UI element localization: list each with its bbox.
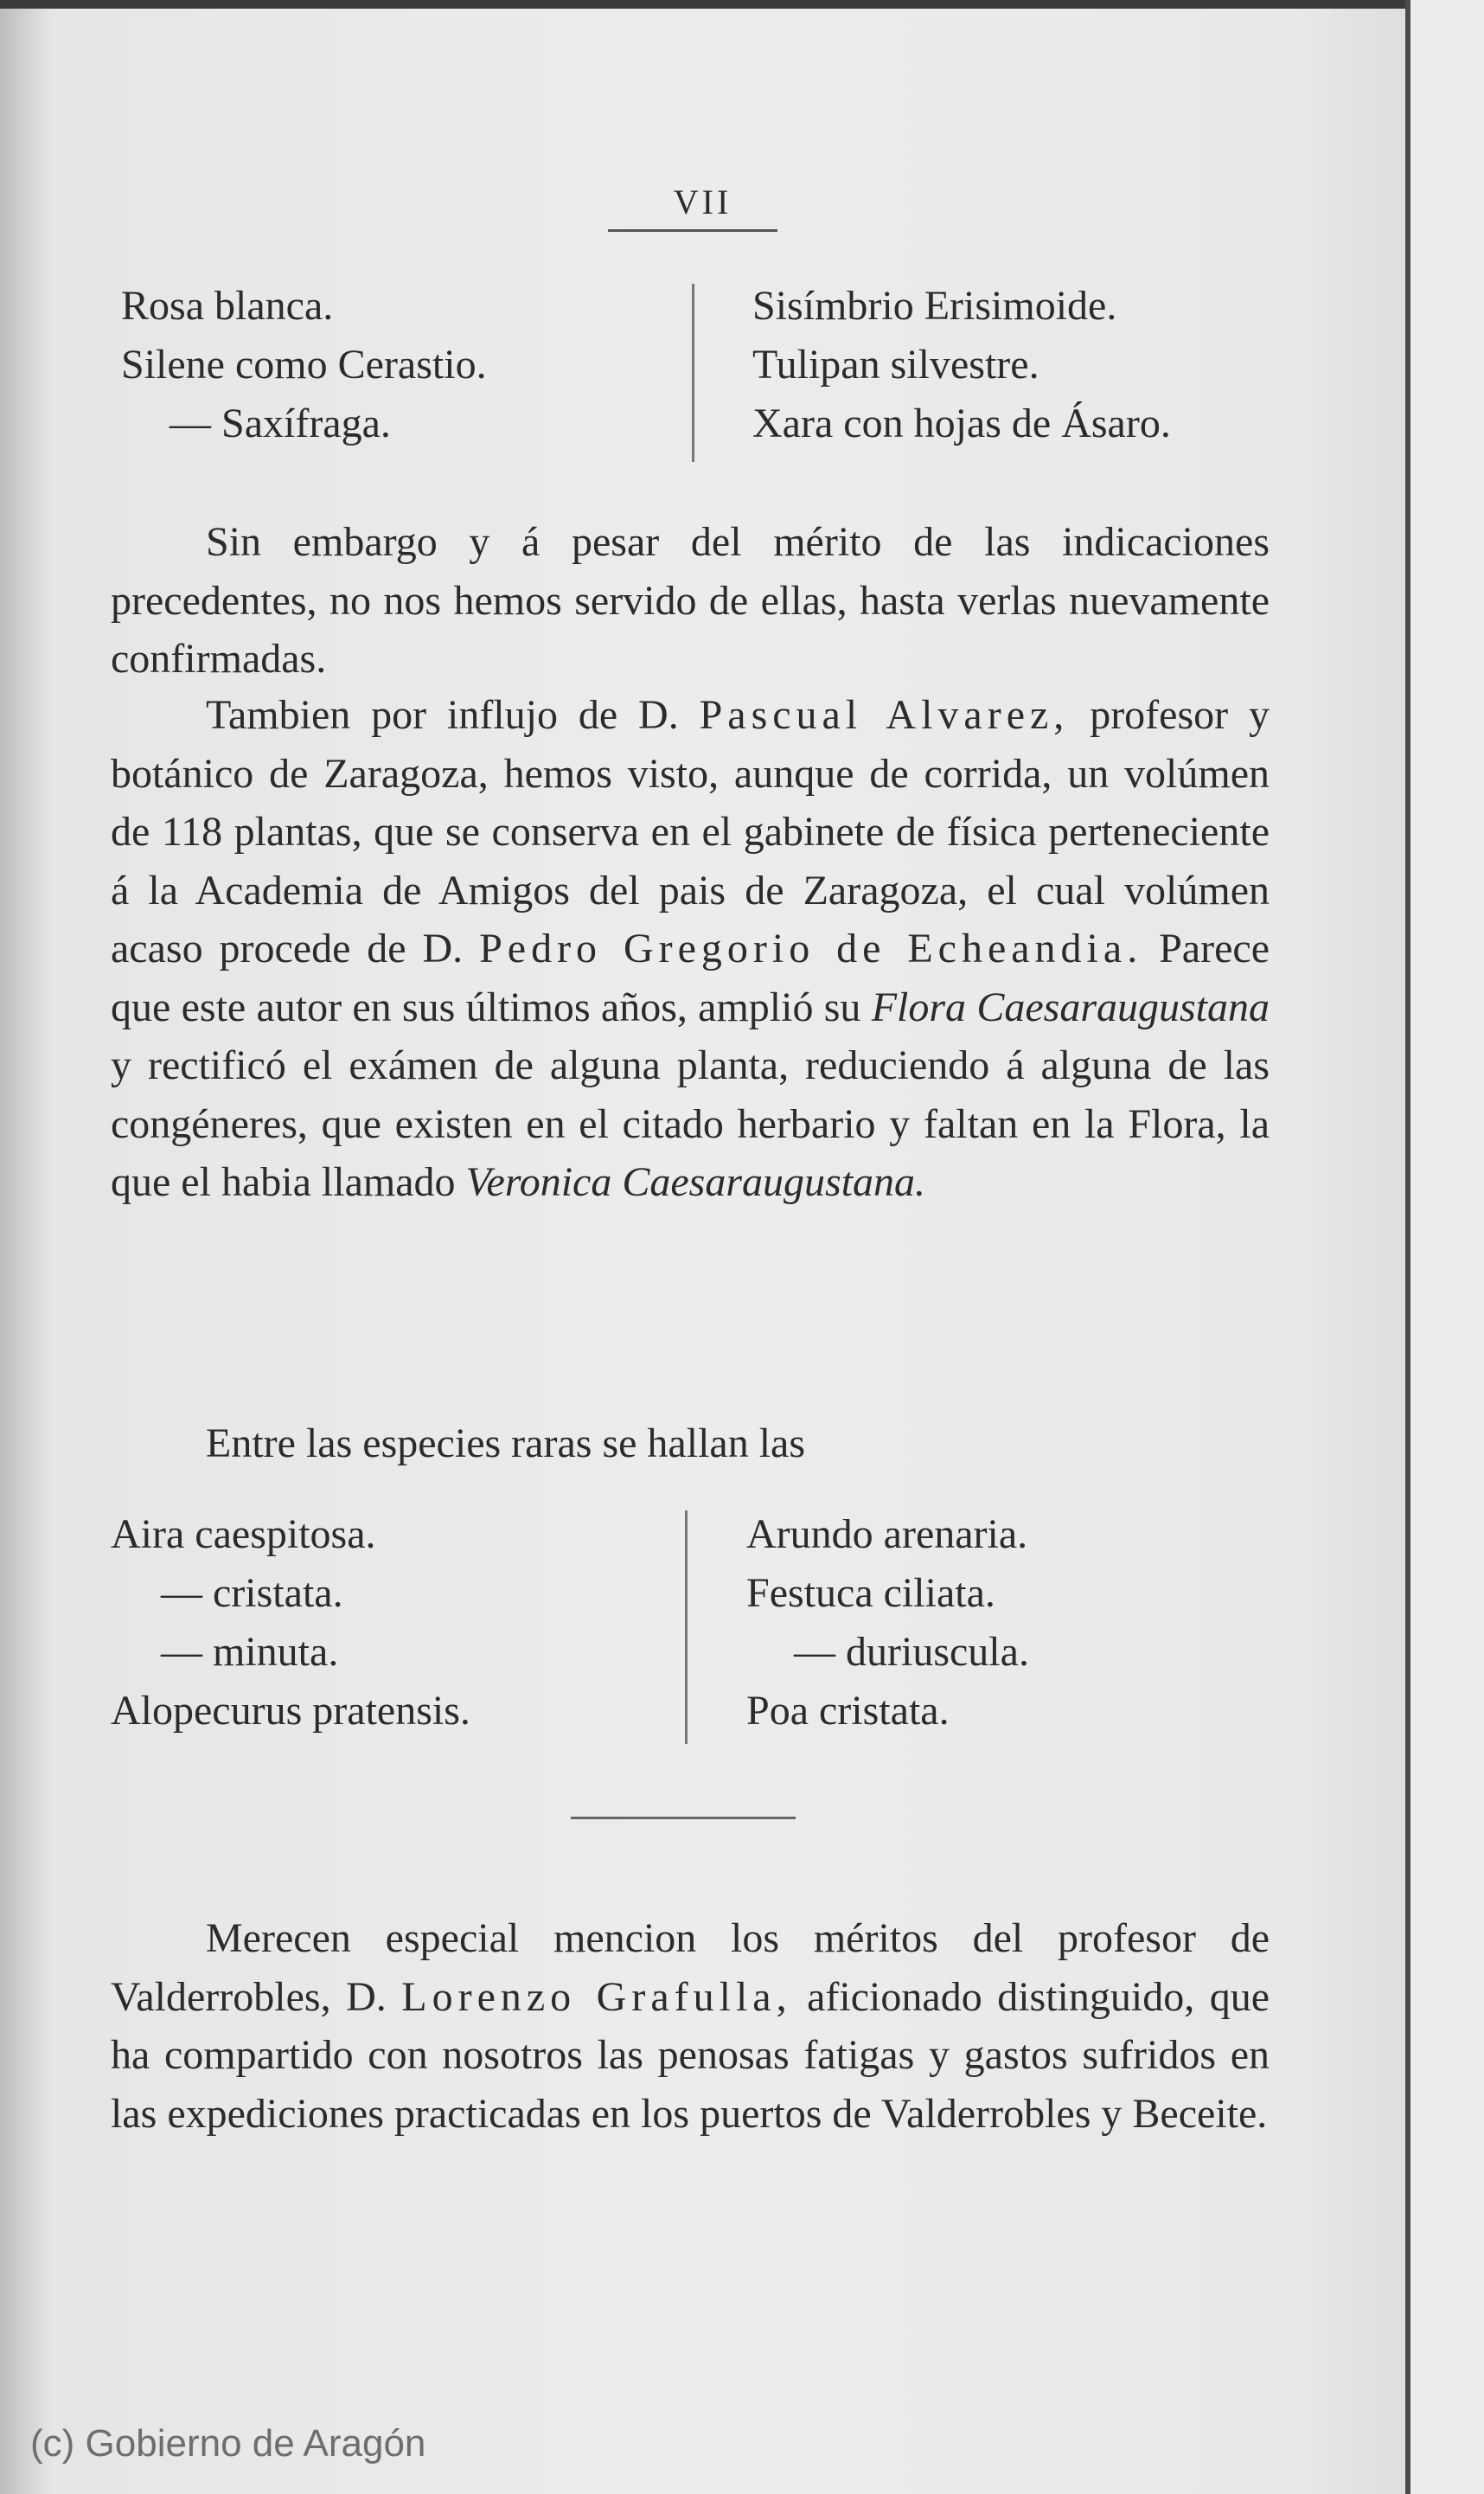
list-item: Silene como Cerastio. bbox=[121, 342, 487, 388]
plant-list-2-left bbox=[111, 1505, 685, 1744]
list-item: Aira caespitosa. bbox=[111, 1511, 376, 1557]
species-name: Veronica Caesaraugustana. bbox=[465, 1159, 926, 1205]
work-title: Flora Caesaraugustana bbox=[871, 984, 1270, 1030]
person-name: Pedro Gregorio de Echeandia. bbox=[479, 926, 1143, 971]
header-rule bbox=[608, 229, 777, 232]
paragraph-1: Sin embargo y á pesar del mérito de las indicaciones precedentes, no nos hemos servido de ellas, hasta verlas nuevamente confirmadas. bbox=[111, 519, 1270, 682]
list-item: Tulipan silvestre. bbox=[752, 342, 1039, 388]
section-separator bbox=[571, 1817, 796, 1819]
list-item: Rosa blanca. bbox=[121, 283, 334, 329]
list-item: — Saxífraga. bbox=[170, 401, 391, 446]
paragraph-4: Merecen especial mencion los méritos del profesor de Valderrobles, D. Lorenzo Grafulla, aficionado distinguido, que ha compartido con nosotros las penosas fatigas y gastos sufridos en las expediciones practicadas en los puertos de Valderrobles y Beceite. bbox=[111, 1915, 1270, 2137]
page-number: VII bbox=[673, 183, 732, 221]
list-item: Alopecurus pratensis. bbox=[111, 1688, 470, 1734]
list-item: Xara con hojas de Ásaro. bbox=[752, 401, 1171, 446]
person-name: Pascual Alvarez, bbox=[699, 692, 1070, 738]
person-name: Lorenzo Grafulla, bbox=[401, 1973, 792, 2020]
plant-list-1-right bbox=[694, 277, 1171, 462]
plant-list-1 bbox=[121, 277, 1171, 462]
paragraph-2: Tambien por influjo de D. Pascual Alvarez, profesor y botánico de Zaragoza, hemos visto, aunque de corrida, un volúmen de 118 plantas, que se conserva en el gabinete de física perteneciente á la Academia de Amigos del pais de Zaragoza, el cual volúmen acaso procede de D. Pedro Gregorio de Echeandia. Parece que este autor en sus últimos años, amplió su Flora Caesaraugustana y rectificó el exámen de alguna planta, reduciendo á alguna de las congéneres, que existen en el citado herbario y faltan en la Flora, la que el habia llamado Veronica Caesaraugustana. bbox=[111, 692, 1270, 1205]
plant-list-1-left bbox=[121, 277, 692, 462]
copyright-watermark: (c) Gobierno de Aragón bbox=[30, 2422, 426, 2465]
plant-list-2 bbox=[111, 1505, 1029, 1744]
background-margin bbox=[1410, 0, 1484, 2494]
plant-list-2-right bbox=[688, 1505, 1029, 1744]
list-item: — duriuscula. bbox=[794, 1629, 1029, 1675]
list-item: Arundo arenaria. bbox=[746, 1511, 1028, 1557]
paragraph-3: Entre las especies raras se hallan las bbox=[206, 1420, 806, 1466]
list-item: Sisímbrio Erisimoide. bbox=[752, 283, 1117, 329]
list-item: Festuca ciliata. bbox=[746, 1570, 995, 1616]
list-item: — cristata. bbox=[161, 1570, 343, 1616]
list-item: — minuta. bbox=[161, 1629, 339, 1675]
list-item: Poa cristata. bbox=[746, 1688, 950, 1734]
